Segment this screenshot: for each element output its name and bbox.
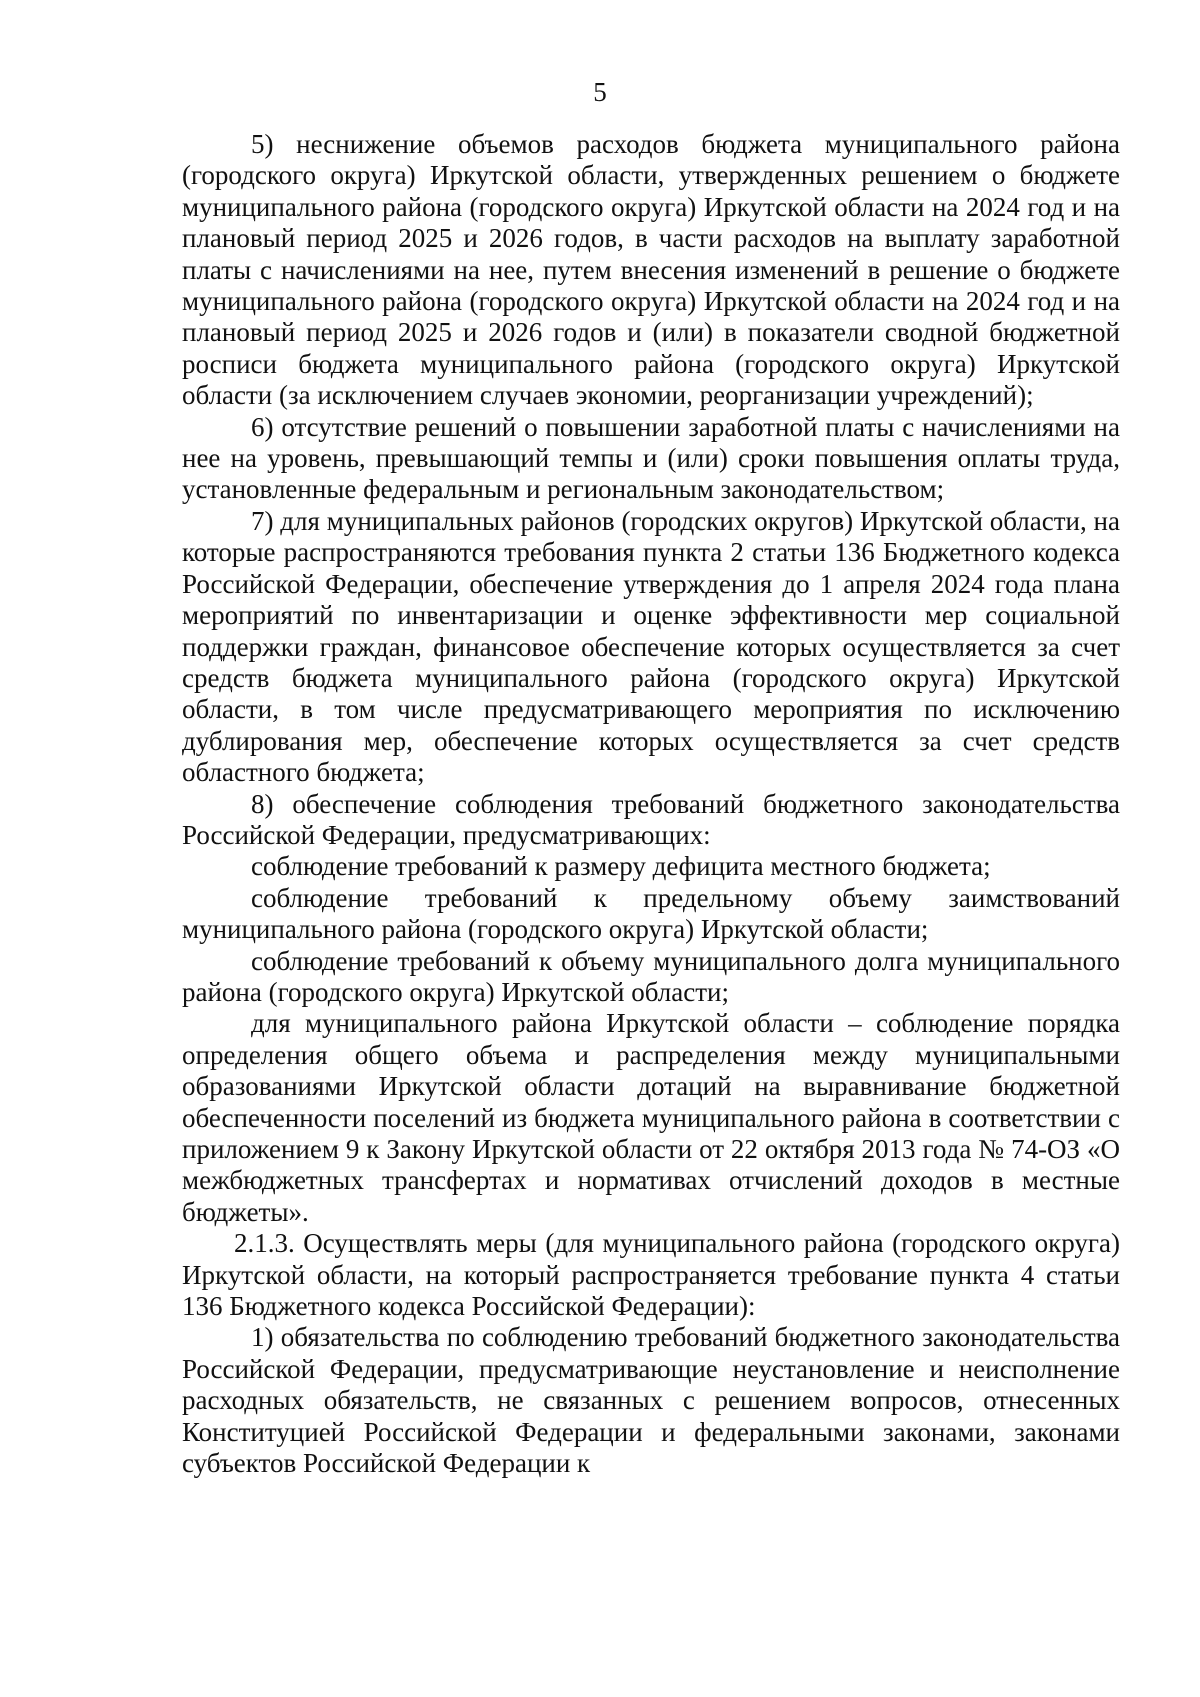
page-number: 5: [593, 77, 607, 107]
paragraph-obligations: 1) обязательства по соблюдению требований бюджетного законодательства Российской Федерации, предусматривающие неустановление и неисполнение расходных обязательств, не связанных с решением вопросов, отнесенных Конституцией Российской Федерации и федеральными законами, законами субъектов Российской Федерации к: [182, 1322, 1120, 1479]
paragraph-deficit: соблюдение требований к размеру дефицита местного бюджета;: [251, 851, 991, 882]
paragraph-item-8: 8) обеспечение соблюдения требований бюджетного законодательства Российской Федерации, предусматривающих:: [182, 788, 1120, 850]
paragraph-item-7: 7) для муниципальных районов (городских округов) Иркутской области, на которые распространяются требования пункта 2 статьи 136 Бюджетного кодекса Российской Федерации, обеспечение утверждения до 1 апреля 2024 года плана мероприятий по инвентаризации и оценке эффективности мер социальной поддержки граждан, финансовое обеспечение которых осуществляется за счет средств бюджета муниципального района (городского округа) Иркутской области, в том числе предусматривающего мероприятия по исключению дублирования мер, обеспечение которых осуществляется за счет средств областного бюджета;: [182, 505, 1120, 788]
paragraph-2-1-3: 2.1.3. Осуществлять меры (для муниципального района (городского округа) Иркутской области, на который распространяется требование пункта 4 статьи 136 Бюджетного кодекса Российской Федерации):: [182, 1228, 1120, 1322]
paragraph-debt: соблюдение требований к объему муниципального долга муниципального района (городского округа) Иркутской области;: [182, 945, 1120, 1007]
paragraph-item-6: 6) отсутствие решений о повышении заработной платы с начислениями на нее на уровень, превышающий темпы и (или) сроки повышения оплаты труда, установленные федеральным и региональным законодательством;: [182, 411, 1120, 505]
paragraph-subsidies: для муниципального района Иркутской области – соблюдение порядка определения общего объема и распределения между муниципальными образованиями Иркутской области дотаций на выравнивание бюджетной обеспеченности поселений из бюджета муниципального района в соответствии с приложением 9 к Закону Иркутской области от 22 октября 2013 года № 74-ОЗ «О межбюджетных трансфертах и нормативах отчислений доходов в местные бюджеты».: [182, 1008, 1120, 1227]
paragraph-borrowing: соблюдение требований к предельному объему заимствований муниципального района (городского округа) Иркутской области;: [182, 882, 1120, 945]
paragraph-item-5: 5) неснижение объемов расходов бюджета муниципального района (городского округа) Иркутской области, утвержденных решением о бюджете муниципального района (городского округа) Иркутской области на 2024 год и на плановый период 2025 и 2026 годов, в части расходов на выплату заработной платы с начислениями на нее, путем внесения изменений в решение о бюджете муниципального района (городского округа) Иркутской области на 2024 год и на плановый период 2025 и 2026 годов и (или) в показатели сводной бюджетной росписи бюджета муниципального района (городского округа) Иркутской области (за исключением случаев экономии, реорганизации учреждений);: [182, 129, 1120, 411]
document-body: [182, 129, 1120, 1479]
